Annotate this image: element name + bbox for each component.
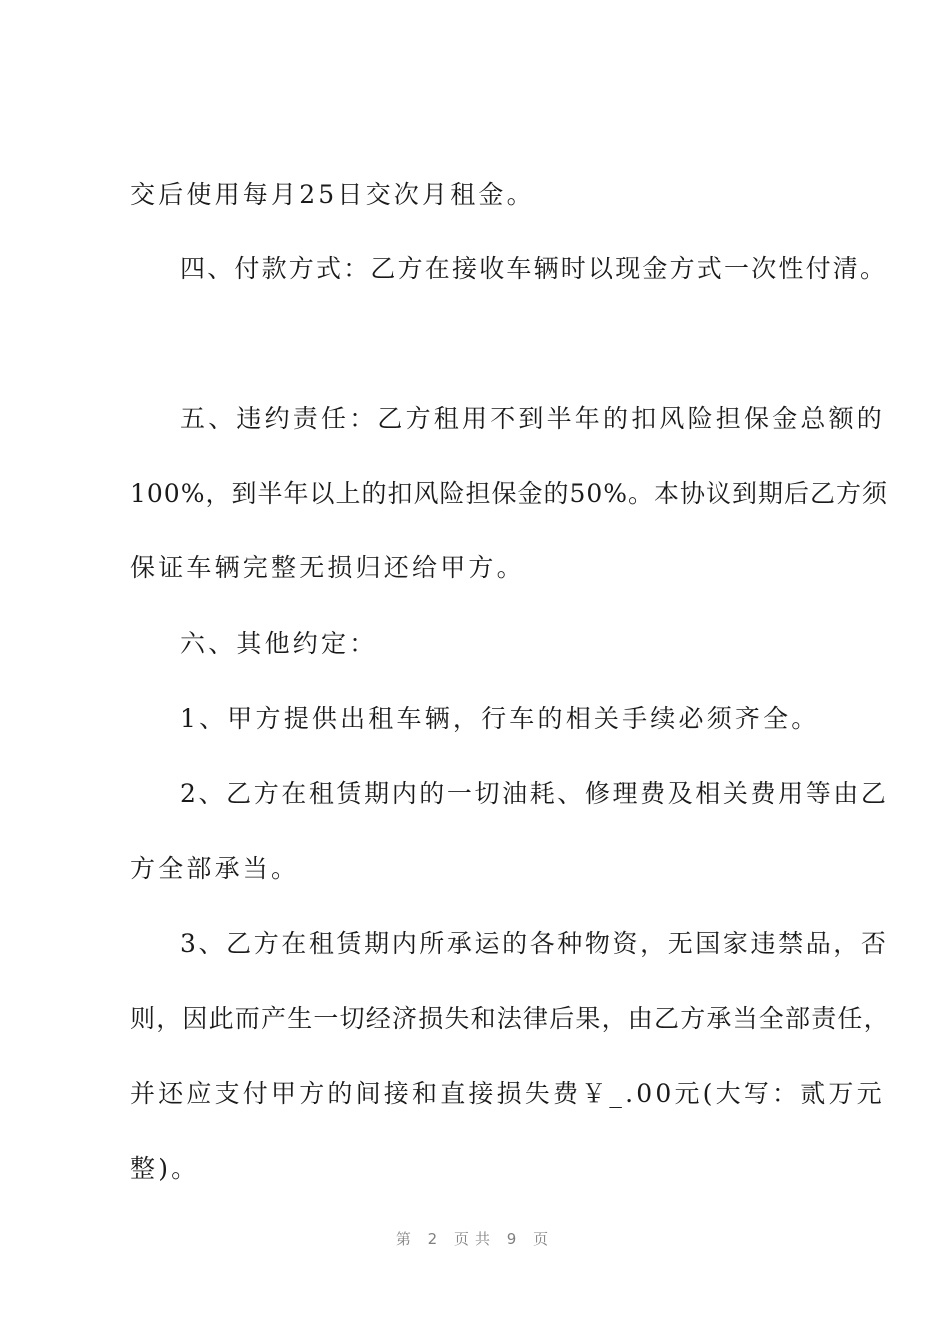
paragraph-line: 五、违约责任：乙方租用不到半年的扣风险担保金总额的: [180, 404, 886, 433]
paragraph-line: 100%，到半年以上的扣风险担保金的50%。本协议到期后乙方须: [130, 479, 889, 508]
paragraph-line: 3、乙方在租赁期内所承运的各种物资，无国家违禁品，否: [180, 929, 889, 958]
page-number-footer: 第 2 页共 9 页: [395, 1230, 555, 1248]
paragraph-line: 并还应支付甲方的间接和直接损失费￥_.00元(大写：贰万元: [130, 1079, 885, 1108]
paragraph-line: 交后使用每月25日交次月租金。: [130, 180, 535, 209]
paragraph-line: 2、乙方在租赁期内的一切油耗、修理费及相关费用等由乙: [180, 779, 889, 808]
paragraph-line: 方全部承当。: [130, 854, 300, 883]
paragraph-line: 整)。: [130, 1154, 200, 1183]
paragraph-line: 保证车辆完整无损归还给甲方。: [130, 553, 525, 582]
paragraph-line: 1、甲方提供出租车辆，行车的相关手续必须齐全。: [180, 704, 820, 733]
paragraph-line: 四、付款方式：乙方在接收车辆时以现金方式一次性付清。: [180, 254, 888, 283]
paragraph-line: 则，因此而产生一切经济损失和法律后果，由乙方承当全部责任，: [130, 1004, 890, 1033]
paragraph-line: 六、其他约定：: [180, 629, 378, 658]
